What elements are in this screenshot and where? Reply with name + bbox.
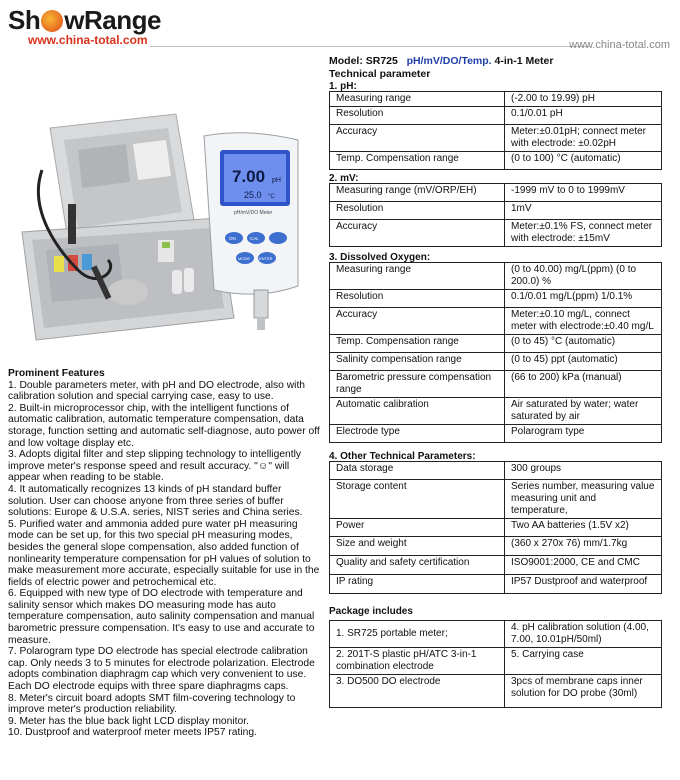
- model-highlight: pH/mV/DO/Temp.: [406, 55, 492, 67]
- table-cell: Salinity compensation range: [330, 353, 505, 371]
- list-item: 2. Built-in microprocessor chip, with the intelligent functions of automatic calibration, automatic temperature compensation, data storage, function setting and automatic self-diagnose, auto power off and low voltage display etc.: [8, 402, 320, 449]
- table-row: [330, 184, 662, 202]
- table-cell: 1mV: [505, 202, 662, 220]
- table-cell: (0 to 100) °C (automatic): [505, 152, 662, 170]
- mv-table: [329, 183, 662, 247]
- table-row: [330, 220, 662, 247]
- table-cell: 0.1/0.01 pH: [505, 107, 662, 125]
- section-do-title: 3. Dissolved Oxygen:: [329, 252, 431, 263]
- table-row: [330, 575, 662, 594]
- table-cell: Storage content: [330, 480, 505, 519]
- list-item: 5. Purified water and ammonia added pure water pH measuring mode can be set up, for this two special pH measuring modes, besides the general slope compensation, also added function of nonlinearity temperature compensation for pH values of solution to make measurement more accurate, especially suitable for use in the fields of electric power and petrochemical etc.: [8, 518, 320, 588]
- meter-display-temp-unit: °C: [268, 194, 275, 200]
- table-row: [330, 537, 662, 556]
- table-cell: 2. 201T-S plastic pH/ATC 3-in-1 combination electrode: [330, 648, 505, 675]
- list-item: 3. Adopts digital filter and step slipping technology to intelligently improve meter's response speed and result accuracy. "☺" will appear when reading to be stable.: [8, 449, 302, 484]
- table-cell: Resolution: [330, 107, 505, 125]
- header-divider: [150, 46, 590, 47]
- table-cell: Measuring range: [330, 263, 505, 290]
- table-row: [330, 556, 662, 575]
- header-url: www.china-total.com: [569, 39, 670, 51]
- table-cell: (0 to 45) °C (automatic): [505, 335, 662, 353]
- table-row: [330, 335, 662, 353]
- table-row: [330, 621, 662, 648]
- list-item: 6. Equipped with new type of DO electrode with temperature and salinity sensor which makes DO measuring mode has auto temperature compensation, auto salinity compensation and manual barometric pressure compensation. It's easy to use and accurate to measure.: [8, 588, 315, 646]
- table-row: [330, 308, 662, 335]
- brand-name: [8, 6, 161, 34]
- table-cell: (360 x 270x 76) mm/1.7kg: [505, 537, 662, 556]
- table-cell: 1. SR725 portable meter;: [330, 621, 505, 648]
- table-cell: Polarogram type: [505, 425, 662, 443]
- table-cell: Temp. Compensation range: [330, 152, 505, 170]
- list-item: 9. Meter has the blue back light LCD display monitor.: [8, 715, 249, 727]
- table-row: [330, 125, 662, 152]
- meter-up-button: [269, 232, 287, 244]
- table-row: [330, 152, 662, 170]
- meter-mode-label: MODE: [238, 256, 250, 261]
- meter-display-temp: 25.0: [244, 190, 262, 200]
- table-row: [330, 353, 662, 371]
- table-cell: (66 to 200) kPa (manual): [505, 371, 662, 398]
- table-row: [330, 480, 662, 519]
- do-table: [329, 262, 662, 443]
- table-cell: Accuracy: [330, 308, 505, 335]
- brand-logo-icon: [41, 10, 63, 32]
- table-cell: (0 to 40.00) mg/L(ppm) (0 to 200.0) %: [505, 263, 662, 290]
- table-cell: -1999 mV to 0 to 1999mV: [505, 184, 662, 202]
- table-cell: 4. pH calibration solution (4.00, 7.00, 10.01pH/50ml): [505, 621, 662, 648]
- meter-cal-label: CAL: [250, 236, 259, 241]
- table-row: [330, 425, 662, 443]
- table-cell: Meter:±0.01pH; connect meter with electrode: ±0.02pH: [505, 125, 662, 152]
- table-row: [330, 371, 662, 398]
- table-cell: Accuracy: [330, 125, 505, 152]
- table-cell: ISO9001:2000, CE and CMC: [505, 556, 662, 575]
- table-cell: IP57 Dustproof and waterproof: [505, 575, 662, 594]
- other-table: [329, 461, 662, 594]
- meter-display-unit: pH: [272, 177, 281, 184]
- table-cell: Data storage: [330, 462, 505, 480]
- table-row: [330, 675, 662, 708]
- table-cell: 3pcs of membrane caps inner solution for DO probe (30ml): [505, 675, 662, 708]
- table-cell: 5. Carrying case: [505, 648, 662, 675]
- section-mv-title: 2. mV:: [329, 173, 359, 184]
- list-item: 7. Polarogram type DO electrode has special electrode calibration cap. Only needs 3 to 5 minutes for electrode polarization. Electrode adopts combination diaphragm cap which very convenient to use. Each DO electrode equips with three spare diaphragms caps.: [8, 646, 315, 693]
- table-row: [330, 519, 662, 537]
- table-cell: (-2.00 to 19.99) pH: [505, 92, 662, 107]
- model-title: [329, 55, 553, 67]
- meter-brand-line: pH/mV/DO Meter: [234, 210, 273, 216]
- table-row: [330, 92, 662, 107]
- table-cell: 300 groups: [505, 462, 662, 480]
- features-list: [8, 368, 320, 739]
- table-cell: Quality and safety certification: [330, 556, 505, 575]
- table-cell: Barometric pressure compensation range: [330, 371, 505, 398]
- table-row: [330, 648, 662, 675]
- package-table: [329, 620, 662, 708]
- product-photo: [8, 100, 320, 362]
- table-cell: Two AA batteries (1.5V x2): [505, 519, 662, 537]
- table-cell: Power: [330, 519, 505, 537]
- table-cell: Series number, measuring value measuring unit and temperature,: [505, 480, 662, 519]
- table-cell: Measuring range: [330, 92, 505, 107]
- table-cell: 3. DO500 DO electrode: [330, 675, 505, 708]
- meter-on-label: ON: [229, 236, 236, 241]
- table-row: [330, 107, 662, 125]
- list-item: 4. It automatically recognizes 13 kinds of pH standard buffer solution. User can choose anyone from three series of buffer solutions: Europe & U.S.A. series, NIST series and China series.: [8, 483, 303, 519]
- table-cell: Electrode type: [330, 425, 505, 443]
- model-label: Model: SR725: [329, 55, 398, 67]
- carrying-case-icon: [22, 114, 234, 340]
- section-other-title: 4. Other Technical Parameters:: [329, 451, 476, 462]
- list-item: 1. Double parameters meter, with pH and DO electrode, also with calibration solution and special carrying case, easy to use.: [8, 379, 306, 403]
- table-row: [330, 263, 662, 290]
- table-row: [330, 202, 662, 220]
- section-package-title: Package includes: [329, 606, 413, 617]
- table-cell: Accuracy: [330, 220, 505, 247]
- meter-display-main: 7.00: [232, 167, 266, 186]
- table-cell: Air saturated by water; water saturated by air: [505, 398, 662, 425]
- table-cell: Size and weight: [330, 537, 505, 556]
- section-ph-title: 1. pH:: [329, 81, 357, 92]
- table-cell: Measuring range (mV/ORP/EH): [330, 184, 505, 202]
- table-cell: Automatic calibration: [330, 398, 505, 425]
- brand-name-start: Sh: [8, 5, 41, 35]
- features-title: Prominent Features: [8, 368, 105, 379]
- table-cell: 0.1/0.01 mg/L(ppm) 1/0.1%: [505, 290, 662, 308]
- brand-url: www.china-total.com: [28, 33, 148, 47]
- table-row: [330, 462, 662, 480]
- table-cell: Resolution: [330, 290, 505, 308]
- list-item: 8. Meter's circuit board adopts SMT film-covering technology to improve meter's production reliability.: [8, 692, 296, 716]
- technical-parameter-heading: Technical parameter: [329, 68, 431, 80]
- table-cell: (0 to 45) ppt (automatic): [505, 353, 662, 371]
- table-cell: Temp. Compensation range: [330, 335, 505, 353]
- table-cell: Resolution: [330, 202, 505, 220]
- ph-table: [329, 91, 662, 170]
- table-row: [330, 398, 662, 425]
- brand-logo: [8, 6, 161, 47]
- model-suffix: 4-in-1 Meter: [494, 55, 554, 67]
- table-cell: Meter:±0.1% FS, connect meter with electrode: ±15mV: [505, 220, 662, 247]
- table-cell: IP rating: [330, 575, 505, 594]
- list-item: 10. Dustproof and waterproof meter meets IP57 rating.: [8, 727, 257, 739]
- meter-enter-label: ENTER: [259, 256, 273, 261]
- brand-name-end: wRange: [64, 5, 161, 35]
- table-row: [330, 290, 662, 308]
- table-cell: Meter:±0.10 mg/L, connect meter with electrode:±0.40 mg/L: [505, 308, 662, 335]
